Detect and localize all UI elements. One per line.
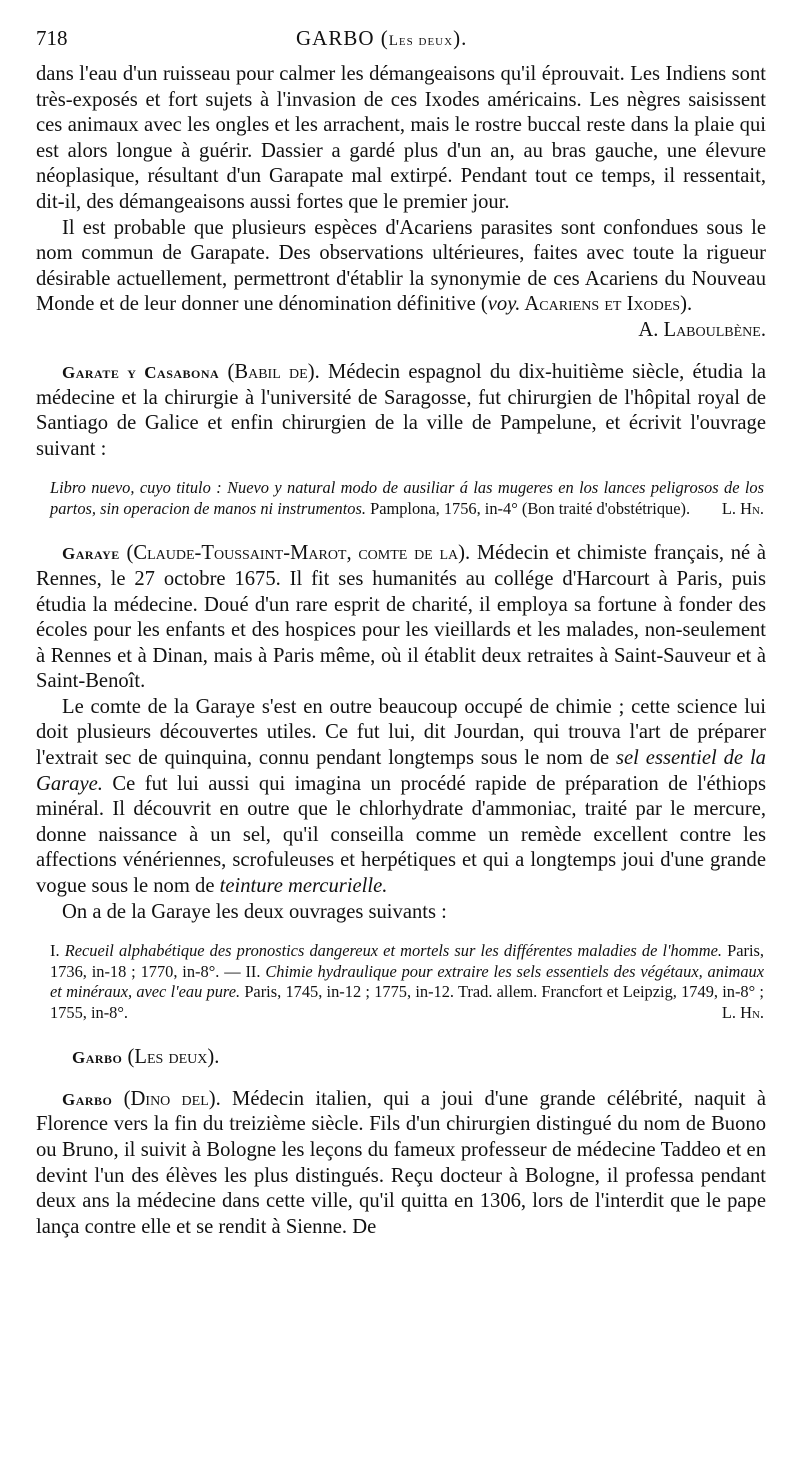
section-heading-garbo: Garbo (Les deux). bbox=[72, 1046, 220, 1069]
signature: L. Hn. bbox=[721, 498, 764, 518]
paragraph-garaye-3: On a de la Garaye les deux ouvrages suivants : bbox=[62, 900, 447, 923]
entry-garaye: Garaye (Claude-Toussaint-Marot, comte de la). Médecin et chimiste français, né à Rennes, le 27 octobre 1675. Il fit ses humanités au collége d'Harcourt à Paris, puis étudia la médecine. Doué d'un rare esprit de charité, il employa sa fortune à fonder des écoles pour les enfants et des hospices pour les vieillards et les malades, non-seulement à Rennes et à Dinan, mais à Paris même, où il établit deux retraites à Saint-Sauveur et à Saint-Benoît. bbox=[36, 542, 766, 693]
entry-title: Garaye bbox=[62, 544, 120, 564]
paragraph-garaye-2: Le comte de la Garaye s'est en outre beaucoup occupé de chimie ; cette science lui doit plusieurs découvertes utiles. Ce fut lui, dit Jourdan, qui trouva l'art de préparer l'extrait sec de quinquina, connu pendant longtemps sous le nom de sel essentiel de la Garaye. Ce fut lui aussi qui imagina un procédé rapide de préparation de l'éthiops minéral. Il découvrit en outre que le chlorhydrate d'ammoniac, traité par le mercure, donne naissance à un sel, qu'il conseilla comme un remède excellent contre les affections vénériennes, scrofuleuses et herpétiques et qui a longtemps joui d'une grande vogue sous le nom de teinture mercurielle. bbox=[36, 695, 766, 898]
bibliography-garaye: I. Recueil alphabétique des pronostics dangereux et mortels sur les différentes maladies de l'homme. Paris, 1736, in-18 ; 1770, in-8°. — II. Chimie hydraulique pour extraire les sels essentiels des végétaux, animaux et minéraux, avec l'eau pure. Paris, 1745, in-12 ; 1775, in-12. Trad. allem. Francfort et Leipzig, 1749, in-8° ; 1755, in-8°. L. Hn. bbox=[50, 941, 764, 1022]
page-number: 718 bbox=[36, 26, 68, 50]
entry-garbo-dino: Garbo (Dino del). Médecin italien, qui a joui d'une grande célébrité, naquit à Florence vers la fin du treizième siècle. Fils d'un chirurgien distingué du nom de Buono ou Bruno, il suivit à Bologne les leçons du fameux professeur de médecine Taddeo et en devint l'un des élèves les plus distingués. Reçu docteur à Bologne, il professa pendant deux ans la médecine dans cette ville, qu'il quitta en 1306, lors de l'interdit que le pape lança contre elle et se rendit à Sienne. De bbox=[36, 1087, 767, 1238]
page bbox=[36, 26, 766, 1240]
running-title: GARBO (Les deux). bbox=[296, 26, 468, 50]
paragraph-garapate-2: Il est probable que plusieurs espèces d'Acariens parasites sont confondues sous le nom commun de Garapate. Des observations ultérieures, faites avec toute la rigueur désirable actuellement, permettront d'établir la synonymie de ces Acariens du Nouveau Monde et de leur donner une dénomination définitive (voy. Acariens et Ixodes). A. Laboulbène. bbox=[36, 216, 766, 318]
entry-title: Garbo bbox=[62, 1089, 113, 1109]
page-header bbox=[36, 26, 766, 62]
bibliography-garate: Libro nuevo, cuyo titulo : Nuevo y natural modo de ausiliar á las mugeres en los lances peligrosos de los partos, sin operacion de manos ni instrumentos. Pamplona, 1756, in-4° (Bon traité d'obstétrique). L. Hn. bbox=[50, 478, 764, 518]
entry-title: Garate y Casabona bbox=[62, 362, 220, 382]
signature: A. Laboulbène. bbox=[638, 318, 766, 341]
paragraph-garapate-1: dans l'eau d'un ruisseau pour calmer les démangeaisons qu'il éprouvait. Les Indiens sont très-exposés et fort sujets à l'invasion de ces Ixodes américains. Les nègres saisissent ces animaux avec les ongles et les arrachent, mais le rostre buccal reste dans la plaie qui est alors longue à guérir. Dassier a gardé plus d'un an, au bras gauche, une élevure néoplasique, résultant d'un Garapate mal extirpé. Pendant tout ce temps, il ressentait, dit-il, des démangeaisons aussi fortes que le premier jour. bbox=[36, 63, 766, 213]
signature: L. Hn. bbox=[721, 1002, 764, 1022]
entry-garate: Garate y Casabona (Babil de). Médecin espagnol du dix-huitième siècle, étudia la médecine et la chirurgie à l'université de Saragosse, fut chirurgien de l'hôpital royal de Santiago de Galice et enfin chirurgien de la ville de Pampelune, et écrivit l'ouvrage suivant : bbox=[36, 360, 766, 460]
